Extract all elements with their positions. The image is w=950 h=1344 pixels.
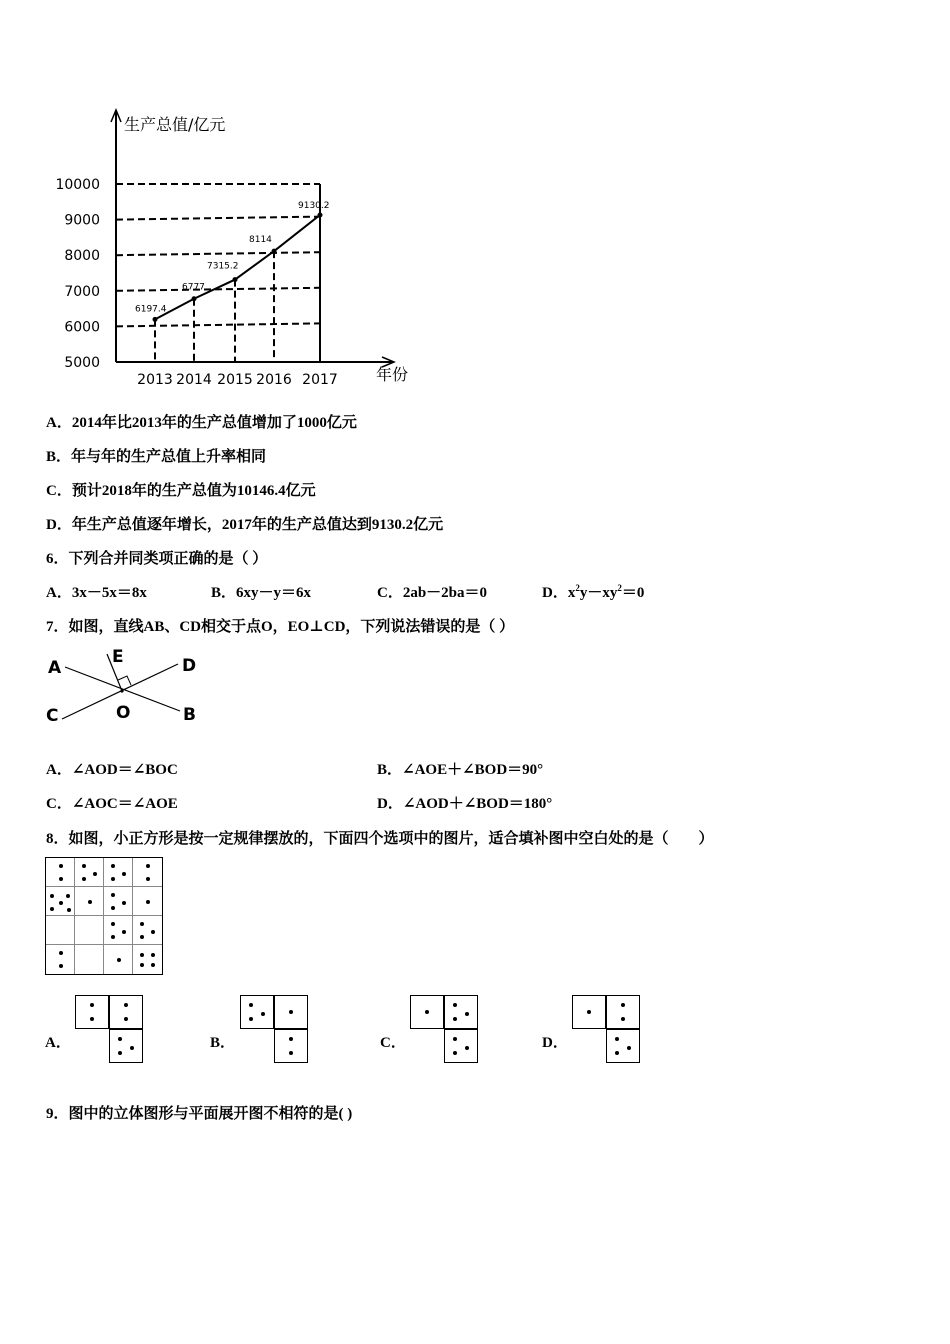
option-square: [606, 1029, 640, 1063]
grid-cell: [46, 916, 75, 945]
right-angle-mark: [118, 676, 131, 685]
q6-stem: 6．下列合并同类项正确的是（ ）: [46, 551, 268, 567]
option-square: [240, 995, 274, 1029]
dot: [88, 900, 92, 904]
y-tick-label: 9000: [64, 212, 100, 229]
option-label: C．: [380, 1035, 406, 1051]
dot: [627, 1046, 631, 1050]
y-tick-label: 6000: [64, 319, 100, 336]
x-tick-label: 2016: [256, 372, 292, 388]
gridline: [116, 323, 320, 326]
dot: [621, 1003, 625, 1007]
dot: [261, 1012, 265, 1016]
q5-option-b[interactable]: B．年与年的生产总值上升率相同: [46, 449, 267, 465]
q6-option-d[interactable]: [542, 581, 644, 602]
dot: [67, 908, 71, 912]
q5-option-d[interactable]: D．年生产总值逐年增长，2017年的生产总值达到9130.2亿元: [46, 517, 444, 533]
dot: [118, 1037, 122, 1041]
q8-option-b[interactable]: [208, 995, 318, 1067]
label-a: A: [48, 658, 62, 678]
dot: [111, 922, 115, 926]
dot: [140, 953, 144, 957]
dot: [289, 1010, 293, 1014]
dot: [122, 930, 126, 934]
dot: [249, 1003, 253, 1007]
q5-option-c[interactable]: C．预计2018年的生产总值为10146.4亿元: [46, 483, 316, 499]
label-d: D: [182, 656, 197, 676]
gdp-line-chart: [0, 0, 430, 400]
q7-figure: [40, 640, 220, 730]
dot: [66, 894, 70, 898]
dot: [453, 1017, 457, 1021]
option-label: D．: [542, 1035, 568, 1051]
dot: [59, 951, 63, 955]
data-label: 6197.4: [135, 304, 167, 315]
dot: [111, 935, 115, 939]
dot: [118, 1051, 122, 1055]
option-square: [109, 1029, 143, 1063]
data-label: 9130.2: [298, 200, 330, 211]
q7-option-a[interactable]: A．∠AOD＝∠BOC: [46, 762, 178, 778]
dot: [146, 864, 150, 868]
dot: [82, 877, 86, 881]
option-label: B．: [210, 1035, 236, 1051]
q8-stem: 8．如图，小正方形是按一定规律摆放的，下面四个选项中的图片，适合填补图中空白处的是（ ）: [46, 831, 714, 847]
q6-d-part: D．x: [542, 585, 576, 601]
gridline: [116, 217, 320, 220]
q8-option-a[interactable]: [43, 995, 153, 1067]
y-tick-label: 5000: [64, 355, 100, 371]
y-axis-title: 生产总值/亿元: [124, 115, 226, 134]
data-point: [233, 277, 238, 282]
grid-cell: [75, 887, 104, 916]
dot: [146, 900, 150, 904]
point-o: [120, 689, 123, 692]
dot: [465, 1012, 469, 1016]
dot: [425, 1010, 429, 1014]
dot: [146, 877, 150, 881]
dot: [90, 1003, 94, 1007]
dot: [122, 872, 126, 876]
q6-d-sup2: 2: [617, 583, 622, 593]
y-tick-label: 8000: [64, 248, 100, 265]
dot: [140, 922, 144, 926]
q7-option-c[interactable]: C．∠AOC＝∠AOE: [46, 796, 178, 812]
option-square: [444, 1029, 478, 1063]
option-square: [572, 995, 606, 1029]
dot: [59, 964, 63, 968]
dot: [111, 906, 115, 910]
q6-d-part: ＝0: [621, 585, 645, 601]
dot: [453, 1003, 457, 1007]
option-label: A．: [45, 1035, 71, 1051]
q8-option-d[interactable]: [540, 995, 650, 1067]
data-point: [272, 249, 277, 254]
grid-cell: [46, 887, 75, 916]
option-square: [444, 995, 478, 1029]
q6-d-sup1: 2: [575, 583, 580, 593]
x-axis-title: 年份: [376, 365, 409, 384]
grid-cell: [104, 916, 133, 945]
dot: [621, 1017, 625, 1021]
q8-dot-grid: [45, 857, 163, 975]
dot: [111, 877, 115, 881]
x-tick-label: 2017: [302, 372, 338, 388]
grid-cell: [46, 858, 75, 887]
y-tick-label: 10000: [55, 177, 100, 193]
label-o: O: [116, 703, 131, 723]
grid-cell: [104, 858, 133, 887]
label-b: B: [183, 705, 196, 725]
data-point: [192, 296, 197, 301]
dot: [111, 864, 115, 868]
dot: [117, 958, 121, 962]
dot: [615, 1051, 619, 1055]
dot: [59, 864, 63, 868]
grid-cell: [133, 887, 162, 916]
q6-option-a[interactable]: A．3x－5x＝8x: [46, 585, 147, 601]
grid-cell: [46, 945, 75, 974]
x-tick-label: 2015: [217, 372, 253, 388]
label-e: E: [112, 647, 124, 667]
q5-option-a[interactable]: A．2014年比2013年的生产总值增加了1000亿元: [46, 415, 357, 431]
option-square: [274, 1029, 308, 1063]
dot: [140, 963, 144, 967]
q7-option-b[interactable]: B．∠AOE＋∠BOD＝90°: [377, 762, 544, 778]
dot: [151, 963, 155, 967]
data-label: 6777: [182, 282, 205, 293]
gridline: [116, 252, 320, 255]
data-label: 8114: [249, 235, 272, 246]
label-c: C: [46, 706, 59, 726]
data-point: [318, 212, 323, 217]
dot: [50, 894, 54, 898]
option-square: [109, 995, 143, 1029]
x-tick-label: 2013: [137, 372, 173, 388]
dot: [453, 1051, 457, 1055]
q6-option-b[interactable]: B．6xy－y＝6x: [211, 585, 312, 601]
option-square: [410, 995, 444, 1029]
grid-cell: [133, 858, 162, 887]
dot: [289, 1037, 293, 1041]
dot: [453, 1037, 457, 1041]
data-label: 7315.2: [207, 261, 239, 272]
grid-cell: [104, 945, 133, 974]
q6-option-c[interactable]: C．2ab－2ba＝0: [377, 585, 488, 601]
grid-cell: [75, 858, 104, 887]
dot: [151, 953, 155, 957]
grid-cell: [104, 887, 133, 916]
dot: [249, 1017, 253, 1021]
q7-option-d[interactable]: D．∠AOD＋∠BOD＝180°: [377, 796, 553, 812]
dot: [90, 1017, 94, 1021]
grid-cell: [133, 916, 162, 945]
dot: [587, 1010, 591, 1014]
dot: [289, 1051, 293, 1055]
dot: [465, 1046, 469, 1050]
grid-cell: [75, 916, 104, 945]
dot: [59, 901, 63, 905]
dot: [122, 901, 126, 905]
dot: [50, 907, 54, 911]
dot: [140, 935, 144, 939]
q9-stem: 9．图中的立体图形与平面展开图不相符的是( ): [46, 1106, 353, 1122]
q8-option-c[interactable]: [378, 995, 488, 1067]
dot: [93, 872, 97, 876]
dot: [615, 1037, 619, 1041]
grid-cell: [75, 945, 104, 974]
data-point: [153, 317, 158, 322]
q6-d-part: y－xy: [579, 585, 618, 601]
option-square: [274, 995, 308, 1029]
dot: [130, 1046, 134, 1050]
dot: [124, 1017, 128, 1021]
dot: [59, 877, 63, 881]
y-tick-label: 7000: [64, 283, 100, 300]
dot: [82, 864, 86, 868]
dot: [151, 930, 155, 934]
x-tick-label: 2014: [176, 372, 212, 388]
q7-stem: 7．如图，直线AB、CD相交于点O，EO⊥CD，下列说法错误的是（ ）: [46, 619, 515, 635]
dot: [111, 893, 115, 897]
option-square: [75, 995, 109, 1029]
grid-cell: [133, 945, 162, 974]
dot: [124, 1003, 128, 1007]
option-square: [606, 995, 640, 1029]
